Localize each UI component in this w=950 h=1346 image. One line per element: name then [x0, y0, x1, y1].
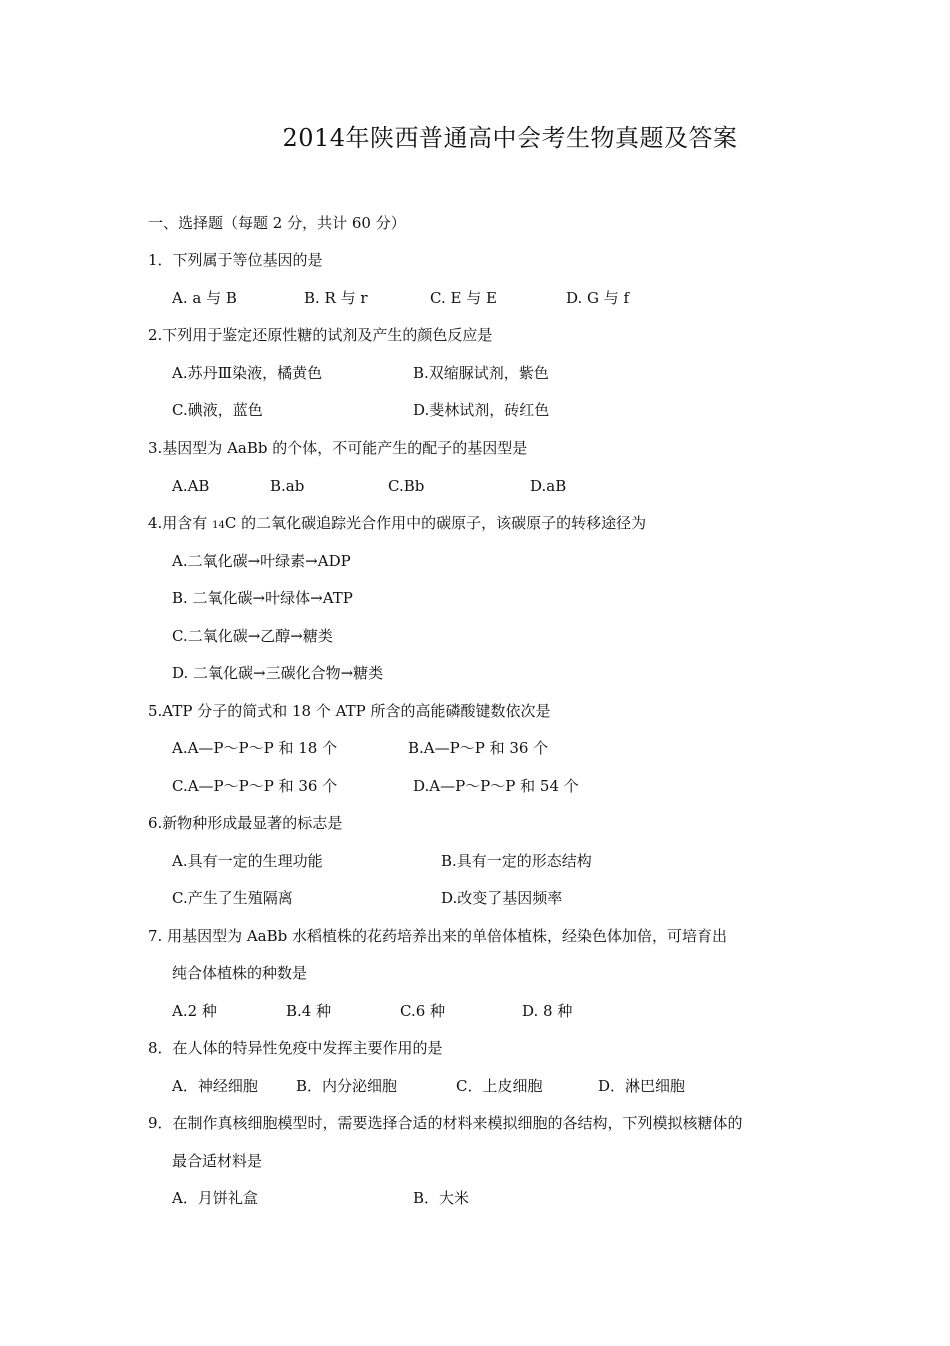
- option: D.A—P～P～P 和 54 个: [413, 777, 579, 795]
- question-stem: 3.基因型为 AaBb 的个体，不可能产生的配子的基因型是: [148, 439, 528, 457]
- option: D. G 与 f: [566, 289, 630, 307]
- option: C.碘液，蓝色: [172, 401, 263, 419]
- option: A．月饼礼盒: [172, 1189, 258, 1207]
- question-stem-post: C 的二氧化碳追踪光合作用中的碳原子，该碳原子的转移途径为: [224, 514, 647, 532]
- option: B.4 种: [286, 1002, 332, 1020]
- option: D.aB: [530, 477, 567, 495]
- option: B．大米: [413, 1189, 470, 1207]
- option: C.二氧化碳→乙醇→糖类: [172, 627, 333, 645]
- option: C. E 与 E: [430, 289, 497, 307]
- question-stem-continued: 纯合体植株的种数是: [172, 964, 308, 982]
- page-title: 2014年陕西普通高中会考生物真题及答案: [282, 124, 738, 152]
- question-stem: [148, 513, 646, 536]
- option: D. 二氧化碳→三碳化合物→糖类: [172, 664, 384, 682]
- question-stem-pre: 4.用含有: [148, 514, 213, 532]
- option: B．内分泌细胞: [296, 1077, 398, 1095]
- option: A.具有一定的生理功能: [172, 852, 323, 870]
- option: C.6 种: [400, 1002, 446, 1020]
- option: C.Bb: [388, 477, 425, 495]
- option: B. 二氧化碳→叶绿体→ATP: [172, 589, 353, 607]
- option: A.苏丹Ⅲ染液，橘黄色: [172, 364, 323, 382]
- option: A.AB: [172, 477, 210, 495]
- option: B.双缩脲试剂，紫色: [413, 364, 549, 382]
- option: A.2 种: [172, 1002, 217, 1020]
- option: A.二氧化碳→叶绿素→ADP: [172, 552, 351, 570]
- option: A.A—P～P～P 和 18 个: [172, 739, 338, 757]
- section-heading: 一、选择题（每题 2 分，共计 60 分）: [148, 214, 406, 232]
- option: D. 8 种: [522, 1002, 573, 1020]
- question-stem: 8．在人体的特异性免疫中发挥主要作用的是: [148, 1039, 443, 1057]
- option: C.A—P～P～P 和 36 个: [172, 777, 338, 795]
- option: D.斐林试剂，砖红色: [413, 401, 550, 419]
- option: B. R 与 r: [304, 289, 368, 307]
- option: B.具有一定的形态结构: [441, 852, 592, 870]
- option: C.产生了生殖隔离: [172, 889, 293, 907]
- option: D.改变了基因频率: [441, 889, 563, 907]
- question-stem: 5.ATP 分子的简式和 18 个 ATP 所含的高能磷酸键数依次是: [148, 702, 551, 720]
- option: D．淋巴细胞: [598, 1077, 686, 1095]
- question-stem: 9．在制作真核细胞模型时，需要选择合适的材料来模拟细胞的各结构，下列模拟核糖体的: [148, 1114, 743, 1132]
- question-stem-continued: 最合适材料是: [172, 1152, 263, 1170]
- question-stem: 6.新物种形成最显著的标志是: [148, 814, 343, 832]
- option: C．上皮细胞: [456, 1077, 543, 1095]
- option: A. a 与 B: [172, 289, 237, 307]
- option: A．神经细胞: [172, 1077, 258, 1095]
- option: B.A—P～P 和 36 个: [408, 739, 549, 757]
- question-stem: 1．下列属于等位基因的是: [148, 251, 323, 269]
- question-stem: 2.下列用于鉴定还原性糖的试剂及产生的颜色反应是: [148, 326, 493, 344]
- question-stem: 7. 用基因型为 AaBb 水稻植株的花药培养出来的单倍体植株，经染色体加倍，可培育出: [148, 927, 728, 945]
- isotope-mass-number: 14: [212, 520, 225, 531]
- option: B.ab: [270, 477, 305, 495]
